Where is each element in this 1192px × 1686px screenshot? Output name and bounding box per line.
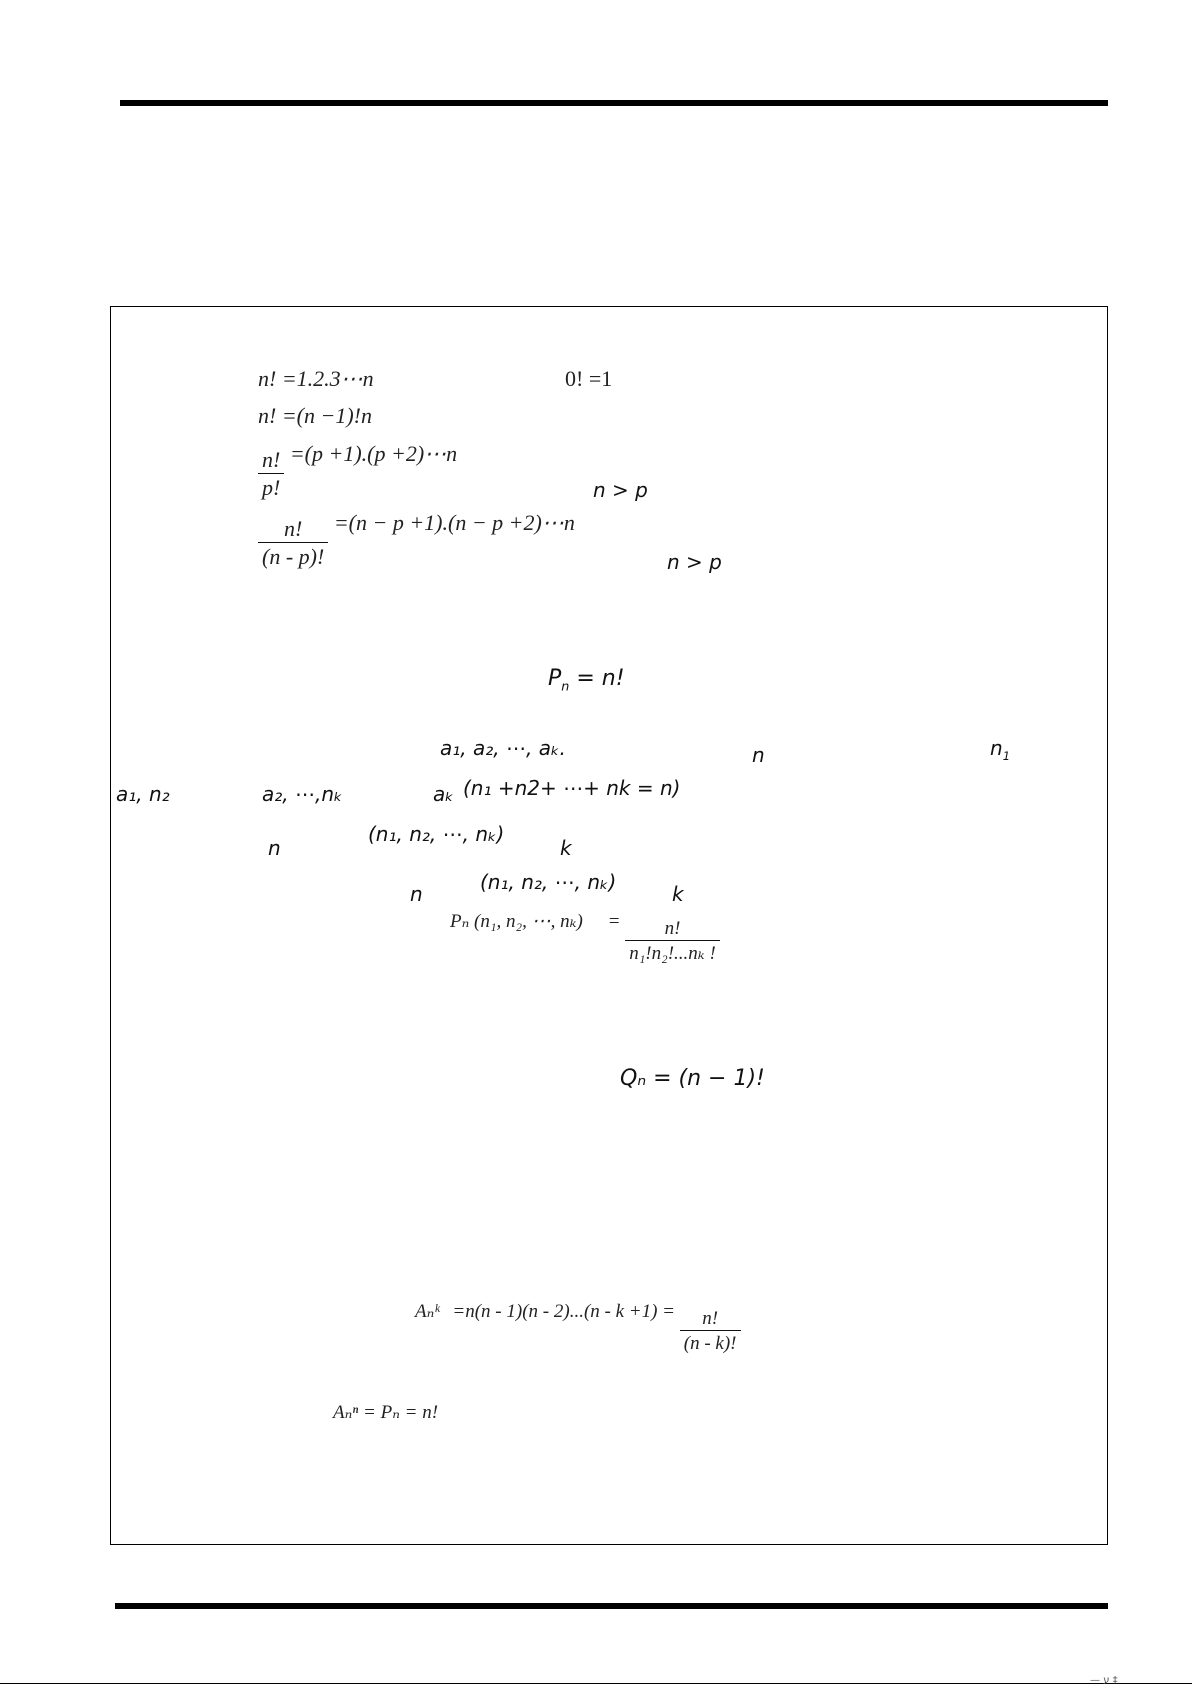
elements-list: a₁, a₂, ⋯, aₖ. [440, 736, 566, 760]
condition-n-greater-p-2: n > p [667, 550, 722, 574]
fraction-denominator: p! [258, 473, 284, 499]
arrangement-formula [415, 1302, 741, 1353]
footer-marks: — ע ‡ [1090, 1675, 1118, 1686]
fraction-numerator: n! [664, 917, 681, 939]
line4-k: k [672, 882, 684, 906]
fraction-numerator: n! [283, 515, 303, 541]
line3-k: k [560, 836, 572, 860]
arrangement-lhs: Aₙᵏ [415, 1301, 440, 1322]
factorial-definition: n! =1.2.3⋯n [258, 366, 374, 391]
multinomial-fraction [625, 919, 720, 963]
header-rule [120, 100, 1108, 106]
permutation-symbol: P [548, 666, 562, 691]
variable-n1 [990, 738, 1010, 763]
variable-n: n [752, 743, 765, 767]
footer-rule [115, 1603, 1108, 1609]
factorial-quotient-rhs: =(n − p +1).(n − p +2)⋯n [333, 510, 575, 535]
permutation-rhs: = n! [569, 666, 625, 691]
fraction-denominator: n₁!n₂!...nₖ ! [625, 940, 720, 963]
circular-permutation: Qₙ = (n − 1)! [620, 1066, 765, 1091]
factorial-quotient [258, 512, 575, 568]
fraction-denominator: (n - k)! [680, 1330, 741, 1353]
multinomial-formula [450, 912, 720, 963]
n1-index: 1 [1002, 749, 1011, 763]
factorial-quotient-fraction [258, 515, 328, 569]
factorial-recursion: n! =(n −1)!n [258, 403, 372, 428]
repetition-sum-condition: (n₁ +n2+ ⋯+ nk = n) [463, 776, 681, 800]
fraction-numerator: n! [262, 446, 281, 472]
repetition-a2-nk: a₂, ⋯,nₖ [262, 782, 343, 806]
line3-tuple: (n₁, n₂, ⋯, nₖ) [368, 822, 505, 846]
arrangement-fraction [680, 1309, 741, 1353]
permutation-subscript: n [561, 679, 570, 695]
fraction-numerator: n! [702, 1307, 719, 1329]
condition-n-greater-p: n > p [593, 478, 648, 502]
n1-base: n [990, 736, 1003, 760]
permutation-formula [548, 668, 625, 694]
arrangement-rhs: =n(n - 1)(n - 2)...(n - k +1) = [452, 1301, 675, 1322]
line4-tuple: (n₁, n₂, ⋯, nₖ) [480, 870, 617, 894]
multinomial-lhs: Pₙ (n₁, n₂, ⋯, nₖ) [450, 911, 583, 932]
page-bottom-rule [0, 1683, 1192, 1684]
factorial-ratio [258, 443, 457, 499]
line4-n: n [410, 882, 423, 906]
fraction-denominator: (n - p)! [258, 542, 328, 568]
multinomial-equals: = [607, 911, 621, 932]
zero-factorial: 0! =1 [565, 366, 613, 391]
full-arrangement: Aₙⁿ = Pₙ = n! [333, 1402, 439, 1423]
line3-n: n [268, 836, 281, 860]
factorial-ratio-fraction [258, 446, 284, 500]
repetition-ak: aₖ [433, 782, 454, 806]
factorial-ratio-rhs: =(p +1).(p +2)⋯n [289, 441, 458, 466]
repetition-a1-n2: a₁, n₂ [116, 782, 170, 806]
